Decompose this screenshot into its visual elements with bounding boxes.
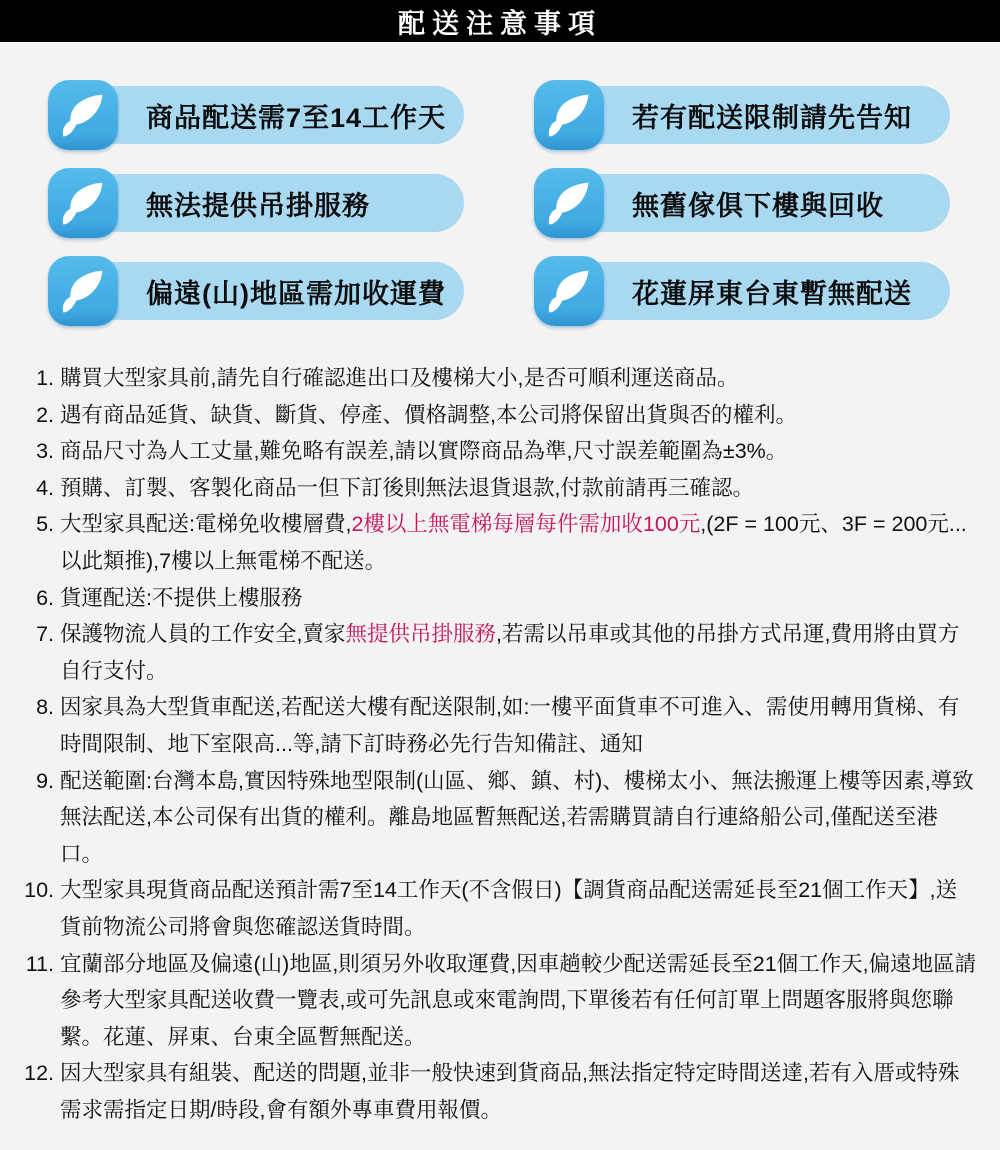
note-number: 12. (24, 1061, 54, 1086)
note-text: 因家具為大型貨車配送,若配送大樓有配送限制,如:一樓平面貨車不可進入、需使用轉用貨梯、有時間限制、地下室限高...等,請下訂時務必先行告知備註、通知 (60, 695, 960, 756)
note-number: 6. (36, 585, 54, 610)
note-item-10 (20, 872, 978, 945)
badge-label: 偏遠(山)地區需加收運費 (80, 262, 464, 320)
note-text: 遇有商品延貨、缺貨、斷貨、停產、價格調整,本公司將保留出貨與否的權利。 (60, 402, 797, 427)
note-item-7 (20, 616, 978, 689)
note-text: 大型家具配送:電梯免收樓層費,2樓以上無電梯每層每件需加收100元,(2F = 100元、3F = 200元...以此類推),7樓以上無電梯不配送。 (60, 512, 967, 573)
note-item-3 (20, 433, 978, 470)
note-number: 3. (36, 439, 54, 464)
note-highlight: 無提供吊掛服務 (345, 622, 496, 647)
page-title-bar (0, 0, 1000, 42)
note-item-5 (20, 506, 978, 579)
note-number: 8. (36, 695, 54, 720)
note-text: 大型家具現貨商品配送預計需7至14工作天(不含假日)【調貨商品配送需延長至21個工作天】,送貨前物流公司將會與您確認送貨時間。 (60, 878, 958, 939)
badge-no-delivery-areas (534, 256, 950, 326)
note-text: 宜蘭部分地區及偏遠(山)地區,則須另外收取運費,因車趟較少配送需延長至21個工作天,偏遠地區請參考大型家具配送收費一覽表,或可先訊息或來電詢問,下單後若有任何訂單上問題客服將與您聯繫。花蓮、屏東、台東全區暫無配送。 (60, 951, 977, 1049)
leaf-icon (534, 80, 604, 150)
note-item-1 (20, 360, 978, 397)
leaf-icon (534, 168, 604, 238)
badge-label: 無法提供吊掛服務 (80, 174, 464, 232)
note-text: 貨運配送:不提供上樓服務 (60, 585, 303, 610)
note-number: 11. (25, 951, 54, 976)
note-text: 保護物流人員的工作安全,賣家無提供吊掛服務,若需以吊車或其他的吊掛方式吊運,費用將由買方自行支付。 (60, 622, 960, 683)
badge-no-hoisting (48, 168, 464, 238)
badge-delivery-days (48, 80, 464, 150)
badge-restriction-notice (534, 80, 950, 150)
badge-no-removal (534, 168, 950, 238)
note-item-4 (20, 470, 978, 507)
page-title: 配送注意事項 (398, 8, 602, 39)
note-text: 因大型家具有組裝、配送的問題,並非一般快速到貨商品,無法指定特定時間送達,若有入厝或特殊需求需指定日期/時段,會有額外專車費用報價。 (60, 1061, 960, 1122)
note-number: 9. (36, 768, 54, 793)
note-number: 5. (36, 512, 54, 537)
leaf-icon (48, 168, 118, 238)
note-item-11 (20, 946, 978, 1056)
note-item-2 (20, 397, 978, 434)
note-item-6 (20, 580, 978, 617)
note-text: 購買大型家具前,請先自行確認進出口及樓梯大小,是否可順利運送商品。 (60, 366, 739, 390)
notes-list (20, 360, 978, 1128)
note-highlight: 2樓以上無電梯每層每件需加收100元 (351, 512, 701, 537)
note-number: 1. (36, 366, 54, 390)
note-text: 商品尺寸為人工丈量,難免略有誤差,請以實際商品為準,尺寸誤差範圍為±3%。 (60, 439, 788, 464)
leaf-icon (48, 80, 118, 150)
note-item-8 (20, 689, 978, 762)
badge-label: 商品配送需7至14工作天 (80, 86, 464, 144)
note-number: 4. (36, 475, 54, 500)
note-number: 7. (36, 622, 54, 647)
note-text: 配送範圍:台灣本島,實因特殊地型限制(山區、鄉、鎮、村)、樓梯太小、無法搬運上樓等因素,導致無法配送,本公司保有出貨的權利。離島地區暫無配送,若需購買請自行連絡船公司,僅配送至港口。 (60, 768, 974, 866)
badge-grid (0, 42, 1000, 326)
note-item-9 (20, 763, 978, 873)
badge-label: 若有配送限制請先告知 (566, 86, 950, 144)
leaf-icon (534, 256, 604, 326)
badge-remote-fee (48, 256, 464, 326)
badge-label: 花蓮屏東台東暫無配送 (566, 262, 950, 320)
leaf-icon (48, 256, 118, 326)
note-number: 2. (36, 402, 54, 427)
note-number: 10. (24, 878, 54, 903)
note-item-12 (20, 1055, 978, 1128)
badge-label: 無舊傢俱下樓與回收 (566, 174, 950, 232)
note-text: 預購、訂製、客製化商品一但下訂後則無法退貨退款,付款前請再三確認。 (60, 475, 754, 500)
